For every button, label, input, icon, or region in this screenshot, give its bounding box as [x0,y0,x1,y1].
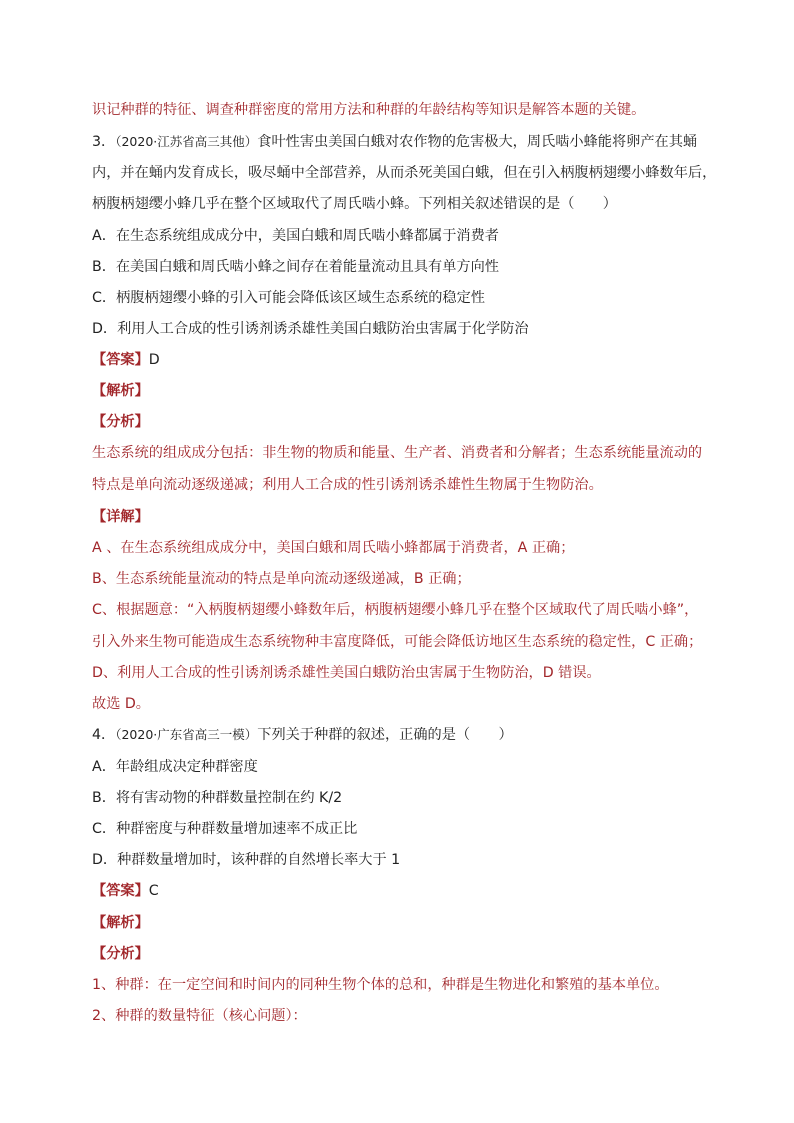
q3-number: 3． [92,134,116,150]
q4-fenxi-line-1: 1、种群：在一定空间和时间内的同种生物个体的总和，种群是生物进化和繁殖的基本单位。 [92,977,669,993]
q4-answer [92,881,159,901]
q3-fenxi-line-2: 特点是单向流动逐级递减；利用人工合成的性引诱剂诱杀雄性生物属于生物防治。 [92,477,603,493]
q3-answer-value: D [148,352,160,368]
q3-detail-line-5: D、利用人工合成的性引诱剂诱杀雄性美国白蛾防治虫害属于生物防治，D 错误。 [92,665,601,681]
q3-answer-label: 【答案】 [92,352,149,368]
q3-detail-label: 【详解】 [92,509,149,525]
prev-question-conclusion: 识记种群的特征、调查种群密度的常用方法和种群的年龄结构等知识是解答本题的关键。 [92,102,646,118]
q4-option-a: A．年龄组成决定种群密度 [92,759,258,775]
q3-fenxi-label: 【分析】 [92,414,149,430]
q3-option-b: B．在美国白蛾和周氏啮小蜂之间存在着能量流动且具有单方向性 [92,259,499,275]
q3-option-d: D．利用人工合成的性引诱剂诱杀雄性美国白蛾防治虫害属于化学防治 [92,321,529,337]
q3-detail-line-3: C、根据题意：“入柄腹柄翅缨小蜂数年后，柄腹柄翅缨小蜂几乎在整个区域取代了周氏啮小蜂”， [92,602,699,618]
q3-source: （2020·江苏省高三其他） [115,134,258,149]
q3-detail-line-1: A 、在生态系统组成成分中，美国白蛾和周氏啮小蜂都属于消费者，A 正确； [92,540,575,556]
q4-fenxi-line-2: 2、种群的数量特征（核心问题）： [92,1008,307,1024]
q3-conclusion: 故选 D。 [92,696,150,712]
q4-option-d: D．种群数量增加时，该种群的自然增长率大于 1 [92,852,401,868]
q4-analysis-label: 【解析】 [92,915,149,931]
q4-option-b: B．将有害动物的种群数量控制在约 K/2 [92,790,343,806]
q4-option-c: C．种群密度与种群数量增加速率不成正比 [92,821,358,837]
q4-source: （2020·广东省高三一模） [115,727,258,742]
q3-analysis-label: 【解析】 [92,383,149,399]
q3-stem-line-1 [92,132,697,152]
q3-fenxi-line-1: 生态系统的组成成分包括：非生物的物质和能量、生产者、消费者和分解者；生态系统能量流动的 [92,445,703,461]
q3-detail-line-2: B、生态系统能量流动的特点是单向流动逐级递减，B 正确； [92,571,471,587]
q3-stem-text-1: 食叶性害虫美国白蛾对农作物的危害极大，周氏啮小蜂能将卵产在其蛹 [257,134,698,150]
q4-fenxi-label: 【分析】 [92,946,149,962]
q4-number: 4． [92,727,116,743]
q3-option-a: A．在生态系统组成成分中，美国白蛾和周氏啮小蜂都属于消费者 [92,228,499,244]
q4-stem-line [92,725,513,745]
q4-answer-value: C [148,883,159,899]
q3-detail-line-4: 引入外来生物可能造成生态系统物种丰富度降低，可能会降低访地区生态系统的稳定性，C 正确； [92,634,703,650]
q3-stem-line-3: 柄腹柄翅缨小蜂几乎在整个区域取代了周氏啮小蜂。下列相关叙述错误的是（ ） [92,196,617,212]
q4-answer-label: 【答案】 [92,883,149,899]
q3-stem-line-2: 内，并在蛹内发育成长，吸尽蛹中全部营养，从而杀死美国白蛾，但在引入柄腹柄翅缨小蜂数年后， [92,165,717,181]
q4-stem-text: 下列关于种群的叙述，正确的是（ ） [257,727,513,743]
q3-answer [92,350,160,370]
q3-option-c: C．柄腹柄翅缨小蜂的引入可能会降低该区域生态系统的稳定性 [92,290,485,306]
